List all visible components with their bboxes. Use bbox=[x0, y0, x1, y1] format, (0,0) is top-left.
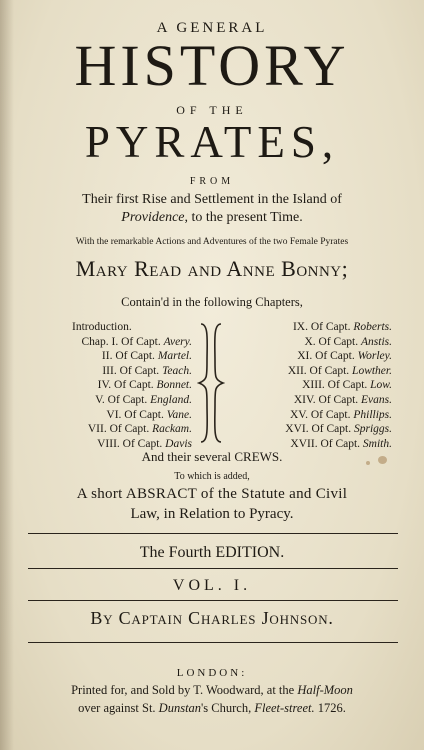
captain-name: Lowther. bbox=[352, 364, 392, 377]
captain-name: Evans. bbox=[361, 394, 392, 406]
providence-text: Providence bbox=[121, 210, 185, 225]
paper-stain bbox=[378, 456, 387, 464]
imprint-city: LONDON: bbox=[176, 667, 248, 679]
imprint-line-1 bbox=[0, 683, 424, 698]
chapter-number: VIII. Of Capt. bbox=[97, 437, 163, 450]
chapter-number: XV. Of Capt. bbox=[289, 408, 351, 421]
chapter-number: XVI. Of Capt. bbox=[285, 423, 352, 436]
chapter-entry bbox=[98, 378, 192, 393]
chapter-number: XVII. Of Capt. bbox=[290, 437, 361, 450]
chapter-entry bbox=[81, 335, 192, 350]
rule-2 bbox=[28, 568, 398, 569]
chapter-number: XII. Of Capt. bbox=[287, 364, 350, 377]
volume: VOL. I. bbox=[172, 577, 252, 594]
to-which-is-added: To which is added, bbox=[174, 471, 250, 482]
captain-name: Bonnet. bbox=[156, 379, 192, 392]
church-text: 's Church, bbox=[201, 701, 255, 715]
female-pyrates-names: Mary Read and Anne Bonny; bbox=[75, 256, 349, 281]
chapter-number: Chap. I. Of Capt. bbox=[81, 335, 161, 348]
captain-name: Avery. bbox=[163, 335, 192, 348]
captain-name: England. bbox=[150, 394, 192, 406]
dunstan-text: Dunstan bbox=[158, 701, 202, 715]
chapter-entry bbox=[290, 408, 392, 423]
imprint-year: 1726. bbox=[317, 701, 346, 715]
chapter-entry bbox=[88, 422, 192, 437]
origin-line-2 bbox=[0, 210, 424, 226]
imprint-line-2 bbox=[0, 701, 424, 716]
abstract-line-1: A short ABSRACT of the Statute and Civil bbox=[76, 486, 348, 502]
chapter-number: VII. Of Capt. bbox=[87, 423, 150, 436]
origin-line-1: Their first Rise and Settlement in the Island of bbox=[82, 192, 342, 207]
chapter-number: XIV. Of Capt. bbox=[293, 394, 359, 406]
chapter-entry bbox=[95, 393, 192, 408]
chapter-number: II. Of Capt. bbox=[101, 350, 155, 363]
author: By Captain Charles Johnson. bbox=[90, 608, 334, 628]
captain-name: Phillips. bbox=[353, 408, 392, 421]
captain-name: Anstis. bbox=[361, 335, 392, 348]
paper-stain bbox=[366, 461, 370, 465]
chapter-number: XI. Of Capt. bbox=[297, 350, 355, 363]
chapter-number: III. Of Capt. bbox=[102, 364, 160, 377]
captain-name: Davis bbox=[165, 437, 192, 450]
captain-name: Vane. bbox=[166, 408, 192, 421]
captain-name: Spriggs. bbox=[353, 423, 392, 436]
chapter-number: X. Of Capt. bbox=[304, 335, 359, 348]
captain-name: Smith. bbox=[362, 437, 392, 450]
several-crews: And their several CREWS. bbox=[141, 449, 283, 464]
header-pyrates: PYRATES, bbox=[84, 117, 340, 167]
edition: The Fourth EDITION. bbox=[139, 544, 285, 561]
chapter-entry bbox=[302, 378, 392, 393]
chapter-number: IX. Of Capt. bbox=[292, 321, 351, 333]
chapter-number: IV. Of Capt. bbox=[97, 379, 154, 392]
chapter-entry bbox=[288, 364, 392, 379]
brace-divider bbox=[197, 322, 225, 444]
captain-name: Worley. bbox=[357, 350, 392, 363]
rule-3 bbox=[28, 600, 398, 601]
captain-name: Low. bbox=[370, 379, 392, 392]
captain-name: Roberts. bbox=[353, 321, 392, 333]
chapter-entry bbox=[304, 335, 392, 350]
header-a-general: A GENERAL bbox=[156, 20, 268, 36]
half-moon-text: Half-Moon bbox=[297, 683, 353, 697]
captain-name: Teach. bbox=[162, 364, 192, 377]
chapter-number: V. Of Capt. bbox=[95, 394, 148, 406]
chapter-number: VI. Of Capt. bbox=[106, 408, 164, 421]
chapter-entry bbox=[72, 320, 132, 335]
captain-name: Martel. bbox=[157, 350, 192, 363]
origin-line-2-rest: , to the present Time. bbox=[184, 210, 303, 225]
remarkable-actions: With the remarkable Actions and Adventures of the two Female Pyrates bbox=[75, 237, 349, 247]
rule-4 bbox=[28, 642, 398, 643]
chapter-entry bbox=[293, 320, 392, 335]
chapter-number: XIII. Of Capt. bbox=[302, 379, 368, 392]
chapter-number: Introduction. bbox=[72, 321, 132, 333]
fleet-street-text: Fleet-street. bbox=[254, 701, 315, 715]
imprint-line-1-text: Printed for, and Sold by T. Woodward, at the bbox=[71, 683, 298, 697]
contained-chapters: Contain'd in the following Chapters, bbox=[121, 295, 303, 309]
chapter-entry bbox=[285, 422, 392, 437]
chapter-entry bbox=[106, 408, 192, 423]
header-from: FROM bbox=[189, 176, 235, 187]
abstract-line-2: Law, in Relation to Pyracy. bbox=[130, 506, 294, 522]
chapter-entry bbox=[297, 349, 392, 364]
header-of-the: OF THE bbox=[176, 103, 248, 117]
rule-1 bbox=[28, 533, 398, 534]
header-history: HISTORY bbox=[74, 33, 350, 98]
chapter-entry bbox=[294, 393, 392, 408]
captain-name: Rackam. bbox=[152, 423, 192, 436]
chapter-entry bbox=[102, 349, 192, 364]
imprint-line-2-text: over against St. bbox=[78, 701, 159, 715]
chapter-entry bbox=[102, 364, 192, 379]
